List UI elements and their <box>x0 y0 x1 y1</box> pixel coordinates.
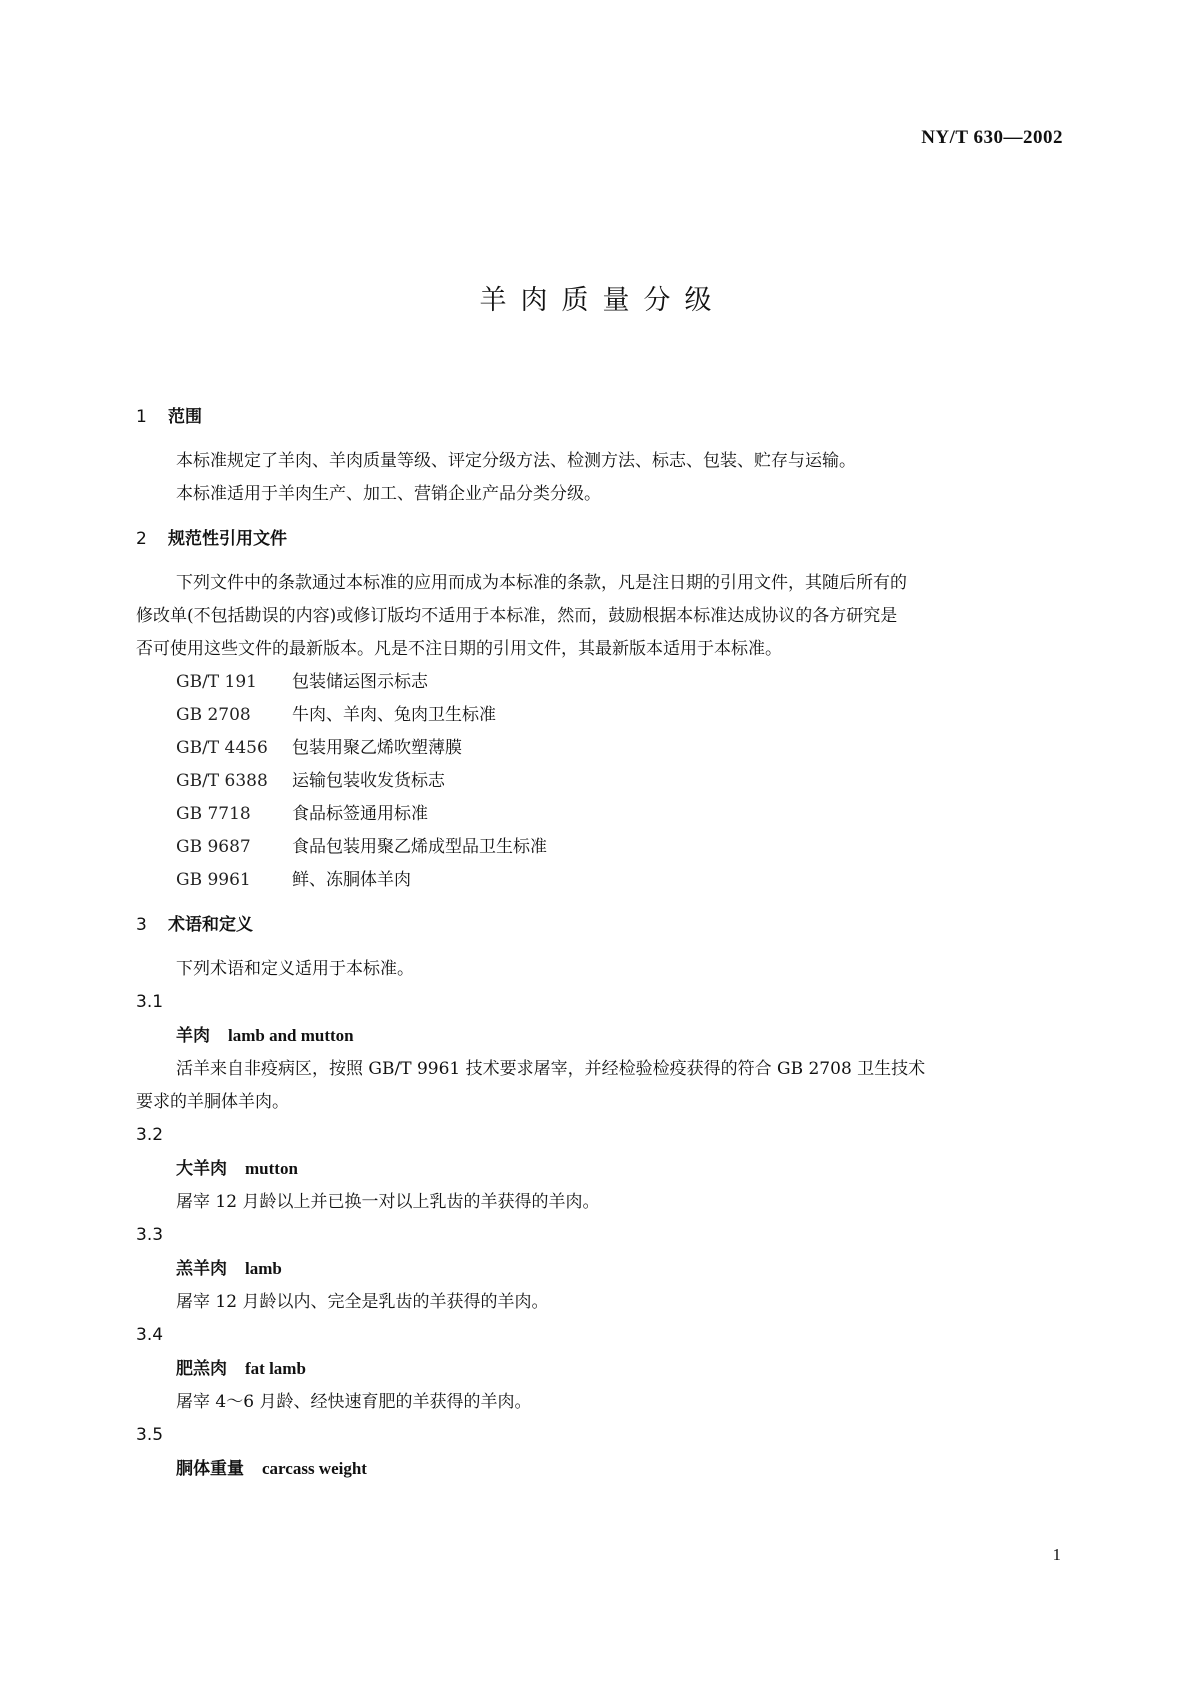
term-heading <box>136 1252 1056 1286</box>
standard-code: NY/T 630—2002 <box>921 127 1063 148</box>
reference-item <box>136 666 1056 699</box>
reference-item <box>136 831 1056 864</box>
paragraph: 下列术语和定义适用于本标准。 <box>176 959 414 979</box>
term-zh: 肥羔肉 <box>176 1359 227 1379</box>
reference-title: 食品包装用聚乙烯成型品卫生标准 <box>292 837 547 857</box>
term-zh: 羊肉 <box>176 1026 210 1046</box>
term-zh: 胴体重量 <box>176 1459 244 1479</box>
term-definition-line: 活羊来自非疫病区，按照 GB/T 9961 技术要求屠宰，并经检验检疫获得的符合 GB 2708 卫生技术 <box>176 1059 926 1079</box>
section-heading <box>136 525 1056 553</box>
reference-title: 运输包装收发货标志 <box>292 771 445 791</box>
term-en: fat lamb <box>245 1359 306 1378</box>
paragraph-line: 下列文件中的条款通过本标准的应用而成为本标准的条款，凡是注日期的引用文件，其随后所有的 <box>176 573 907 593</box>
section-number: 1 <box>136 407 147 427</box>
reference-title: 食品标签通用标准 <box>292 804 428 824</box>
reference-item <box>136 765 1056 798</box>
paragraph: 本标准规定了羊肉、羊肉质量等级、评定分级方法、检测方法、标志、包装、贮存与运输。 <box>176 451 856 471</box>
document-body <box>136 403 1056 1486</box>
term-definition-line: 屠宰 12 月龄以上并已换一对以上乳齿的羊获得的羊肉。 <box>176 1192 600 1212</box>
reference-code: GB 9687 <box>176 837 251 857</box>
term-definition-line: 屠宰 12 月龄以内、完全是乳齿的羊获得的羊肉。 <box>176 1292 549 1312</box>
reference-item <box>136 732 1056 765</box>
term-heading <box>136 1019 1056 1053</box>
reference-code: GB/T 191 <box>176 672 257 692</box>
document-title: 羊肉质量分级 <box>479 285 726 316</box>
paragraph-line: 否可使用这些文件的最新版本。凡是不注日期的引用文件，其最新版本适用于本标准。 <box>136 639 782 659</box>
reference-title: 牛肉、羊肉、兔肉卫生标准 <box>292 705 496 725</box>
term-definition-line: 要求的羊胴体羊肉。 <box>136 1092 289 1112</box>
term-zh: 羔羊肉 <box>176 1259 227 1279</box>
reference-code: GB 9961 <box>176 870 251 890</box>
term-heading <box>136 1152 1056 1186</box>
reference-item <box>136 864 1056 897</box>
term-number: 3.2 <box>136 1125 164 1145</box>
section-title: 规范性引用文件 <box>168 529 287 549</box>
reference-title: 鲜、冻胴体羊肉 <box>292 870 411 890</box>
term-definition-line: 屠宰 4～6 月龄、经快速育肥的羊获得的羊肉。 <box>176 1392 532 1412</box>
section-number: 2 <box>136 529 147 549</box>
reference-item <box>136 699 1056 732</box>
paragraph-line: 修改单(不包括勘误的内容)或修订版均不适用于本标准，然而，鼓励根据本标准达成协议的各方研究是 <box>136 606 898 626</box>
section-number: 3 <box>136 915 147 935</box>
reference-code: GB 7718 <box>176 804 251 824</box>
term-en: mutton <box>245 1159 298 1178</box>
term-heading <box>136 1452 1056 1486</box>
paragraph: 本标准适用于羊肉生产、加工、营销企业产品分类分级。 <box>176 484 601 504</box>
term-number: 3.5 <box>136 1425 164 1445</box>
section-title: 术语和定义 <box>168 915 253 935</box>
term-en: lamb and mutton <box>228 1026 354 1045</box>
term-number: 3.1 <box>136 992 164 1012</box>
reference-code: GB/T 6388 <box>176 771 268 791</box>
section-heading <box>136 403 1056 431</box>
term-heading <box>136 1352 1056 1386</box>
reference-item <box>136 798 1056 831</box>
term-number: 3.3 <box>136 1225 164 1245</box>
reference-title: 包装用聚乙烯吹塑薄膜 <box>292 738 462 758</box>
term-zh: 大羊肉 <box>176 1159 227 1179</box>
section-title: 范围 <box>168 407 202 427</box>
page-number: 1 <box>1052 1545 1061 1564</box>
reference-code: GB 2708 <box>176 705 251 725</box>
term-en: carcass weight <box>262 1459 367 1478</box>
section-heading <box>136 911 1056 939</box>
reference-title: 包装储运图示标志 <box>292 672 428 692</box>
term-number: 3.4 <box>136 1325 164 1345</box>
reference-code: GB/T 4456 <box>176 738 268 758</box>
term-en: lamb <box>245 1259 282 1278</box>
